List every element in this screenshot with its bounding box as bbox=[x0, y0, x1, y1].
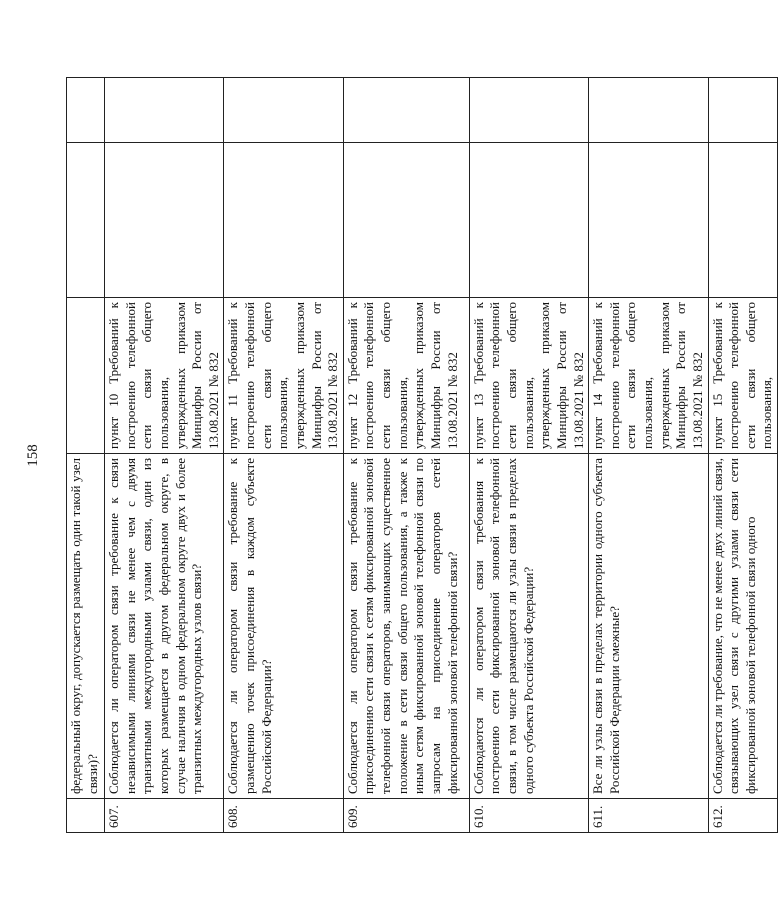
question-cell: Соблюдается ли требование, что не менее двух линий связи, связывающих узел связи с другими узлами связи сети фиксированной зоновой телефонной связи одного bbox=[708, 454, 778, 799]
row-number: 612. bbox=[708, 799, 778, 833]
reference-cell: пункт 11 Требований к построению телефонной сети связи общего пользования, утвержденных приказом Минцифры России от 13.08.2021 № 832 bbox=[224, 298, 343, 454]
question-cell: федеральный округ, допускается размещать один такой узел связи)? bbox=[67, 454, 105, 799]
table-row bbox=[67, 78, 105, 833]
empty-cell bbox=[708, 143, 778, 298]
empty-cell bbox=[343, 78, 469, 143]
row-number: 610. bbox=[469, 799, 588, 833]
table-row bbox=[589, 78, 708, 833]
row-number: 608. bbox=[224, 799, 343, 833]
question-cell: Соблюдается ли оператором связи требование к размещению точек присоединения в каждом субъекте Российской Федерации? bbox=[224, 454, 343, 799]
row-number: 611. bbox=[589, 799, 708, 833]
page-number: 158 bbox=[25, 444, 41, 467]
question-cell: Соблюдается ли оператором связи требование к присоединению сети связи к сетям фиксированной зоновой телефонной связи операторов, занимающих существенное положение в сети связи общего пользования, а также к иным сетям фиксированной зоновой телефонной связи по запросам на присоединение операторов сетей фиксированной зоновой телефонной связи? bbox=[343, 454, 469, 799]
table-row bbox=[224, 78, 343, 833]
empty-cell bbox=[589, 143, 708, 298]
empty-cell bbox=[105, 78, 224, 143]
requirements-table bbox=[66, 77, 778, 833]
empty-cell bbox=[469, 143, 588, 298]
row-number: 609. bbox=[343, 799, 469, 833]
empty-cell bbox=[67, 78, 105, 143]
empty-cell bbox=[224, 78, 343, 143]
empty-cell bbox=[708, 78, 778, 143]
reference-cell: пункт 15 Требований к построению телефонной сети связи общего пользования, bbox=[708, 298, 778, 454]
table-row bbox=[708, 78, 778, 833]
question-cell: Все ли узлы связи в пределах территории одного субъекта Российской Федерации смежные? bbox=[589, 454, 708, 799]
reference-cell: пункт 10 Требований к построению телефонной сети связи общего пользования, утвержденных приказом Минцифры России от 13.08.2021 № 832 bbox=[105, 298, 224, 454]
question-cell: Соблюдаются ли оператором связи требования к построению сети фиксированной зоновой телефонной связи, в том числе размещаются ли узлы связи в пределах одного субъекта Российской Федерации? bbox=[469, 454, 588, 799]
row-number: 607. bbox=[105, 799, 224, 833]
table-row bbox=[105, 78, 224, 833]
empty-cell bbox=[224, 143, 343, 298]
reference-cell: пункт 12 Требований к построению телефонной сети связи общего пользования, утвержденных приказом Минцифры России от 13.08.2021 № 832 bbox=[343, 298, 469, 454]
table-row bbox=[469, 78, 588, 833]
rotated-page-content bbox=[25, 78, 775, 833]
empty-cell bbox=[67, 143, 105, 298]
empty-cell bbox=[589, 78, 708, 143]
empty-cell bbox=[469, 78, 588, 143]
table-row bbox=[343, 78, 469, 833]
empty-cell bbox=[105, 143, 224, 298]
reference-cell: пункт 13 Требований к построению телефонной сети связи общего пользования, утвержденных приказом Минцифры России от 13.08.2021 № 832 bbox=[469, 298, 588, 454]
question-cell: Соблюдается ли оператором связи требование к связи независимыми линиями связи не менее чем с двумя транзитными междугородными узлами связи, один из которых размещается в другом федеральном округе, в случае наличия в одном федеральном округе двух и более транзитных междугородных узлов связи? bbox=[105, 454, 224, 799]
empty-cell bbox=[343, 143, 469, 298]
row-number bbox=[67, 799, 105, 833]
reference-cell: пункт 14 Требований к построению телефонной сети связи общего пользования, утвержденных приказом Минцифры России от 13.08.2021 № 832 bbox=[589, 298, 708, 454]
reference-cell bbox=[67, 298, 105, 454]
